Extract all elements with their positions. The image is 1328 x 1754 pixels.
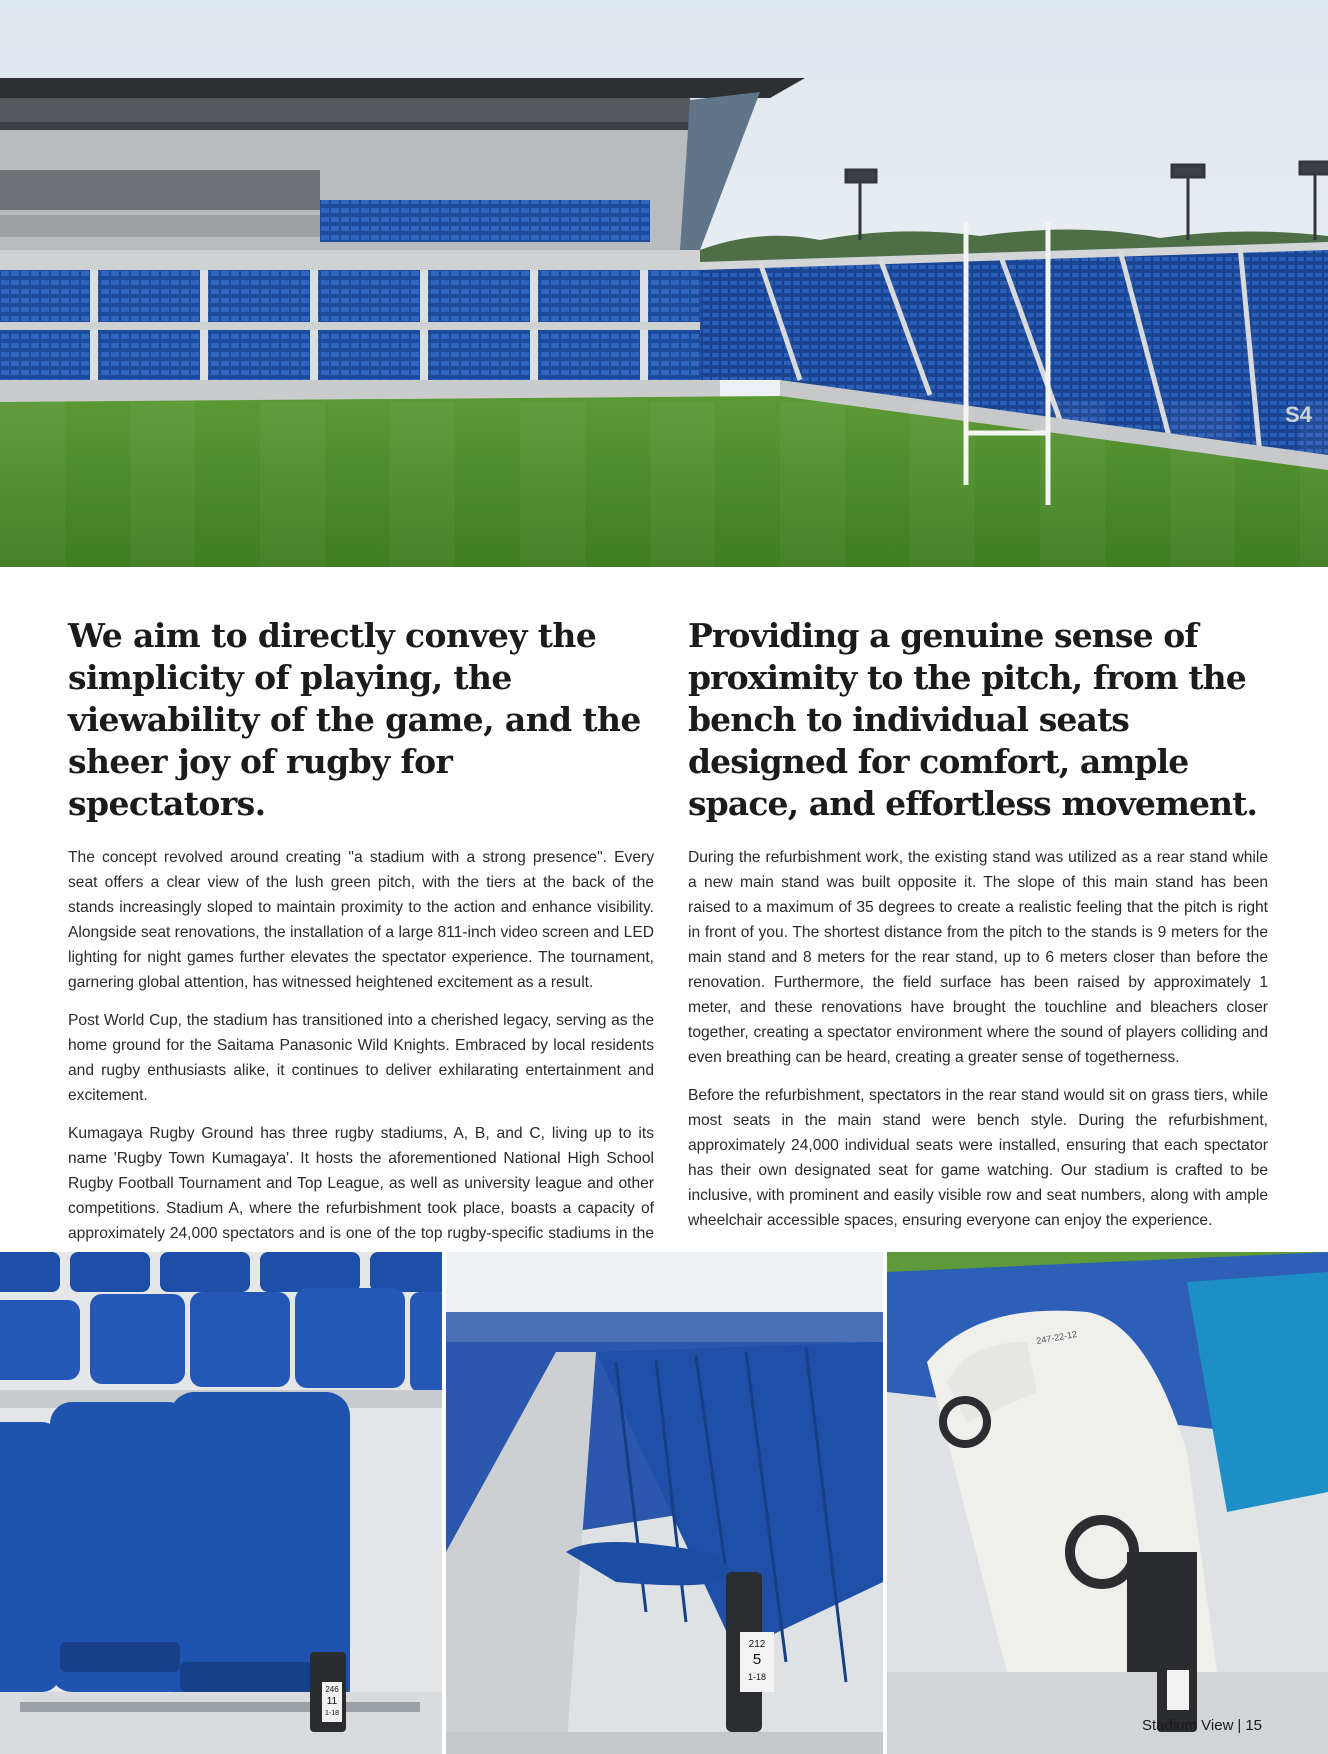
seat-tag-1-seat: 11	[326, 1696, 338, 1707]
publication-name: Stadium View	[1141, 1717, 1234, 1734]
seat-photo-strip	[0, 1252, 1328, 1754]
blue-seat-rows-photo	[0, 1252, 442, 1754]
left-paragraph-3: Kumagaya Rugby Ground has three rugby stadiums, A, B, and C, living up to its name 'Rugby Town Kumagaya'. It hosts the aforementioned National High School Rugby Football Tournament and Top League, as well as university league and other competitions. Stadium A, where the refurbishment took place, boasts a capacity of approximately 24,000 spectators and is one of the top rugby-specific stadiums in the	[68, 1125, 654, 1242]
seat-tag-2-seat: 5	[752, 1651, 762, 1668]
folded-seat-aisle-photo	[446, 1252, 883, 1754]
stand-sign-text: S4	[1285, 402, 1312, 427]
page-number: 15	[1245, 1717, 1262, 1734]
right-article-column	[688, 615, 1268, 1246]
footer-separator: |	[1237, 1717, 1242, 1734]
seat-tag-1-row: 246	[325, 1685, 339, 1694]
stadium-hero-photo	[0, 0, 1328, 567]
seat-tag-2-row: 212	[748, 1639, 766, 1650]
right-heading: Providing a genuine sense of proximity to the pitch, from the bench to individual seats designed for comfort, ample space, and effortless movement.	[688, 616, 1258, 823]
left-heading: We aim to directly convey the simplicity of playing, the viewability of the game, and the sheer joy of rugby for spectators.	[68, 616, 641, 823]
seat-tag-1-range: 1-18	[324, 1710, 340, 1717]
seat-tag-2-range: 1-18	[747, 1672, 767, 1682]
left-paragraph-1: The concept revolved around creating "a stadium with a strong presence". Every seat offers a clear view of the lush green pitch, with the tiers at the back of the stands increasingly sloped to maintain proximity to the action and enhance visibility. Alongside seat renovations, the installation of a large 811-inch video screen and LED lighting for night games further elevates the spectator experience. The tournament, garnering global attention, has witnessed heightened excitement as a result.	[68, 849, 654, 991]
left-paragraph-2: Post World Cup, the stadium has transitioned into a cherished legacy, serving as the home ground for the Saitama Panasonic Wild Knights. Embraced by local residents and rugby enthusiasts alike, it continues to deliver exhilarating entertainment and excitement.	[68, 1012, 654, 1104]
page-footer	[1142, 1717, 1262, 1734]
seat-tag-3: 247-22-12	[1035, 1328, 1078, 1346]
right-paragraph-2: Before the refurbishment, spectators in the rear stand would sit on grass tiers, while most seats in the main stand were bench style. During the refurbishment, approximately 24,000 individual seats were installed, ensuring that each spectator has their own designated seat for game watching. Our stadium is crafted to be inclusive, with prominent and easily visible row and seat numbers, along with ample wheelchair accessible spaces, ensuring everyone can enjoy the experience.	[688, 1087, 1268, 1229]
left-article-column	[68, 615, 654, 1284]
right-paragraph-1: During the refurbishment work, the existing stand was utilized as a rear stand while a new main stand was built opposite it. The slope of this main stand has been raised to a maximum of 35 degrees to create a realistic feeling that the pitch is right in front of you. The shortest distance from the pitch to the stands is 9 meters for the main stand and 8 meters for the rear stand, up to 6 meters closer than before the renovation. Furthermore, the field surface has been raised by approximately 1 meter, and these renovations have brought the touchline and bleachers closer together, creating a spectator environment where the sound of players colliding and even breathing can be heard, creating a greater sense of togetherness.	[688, 849, 1268, 1066]
white-seat-cupholder-photo	[887, 1252, 1328, 1754]
